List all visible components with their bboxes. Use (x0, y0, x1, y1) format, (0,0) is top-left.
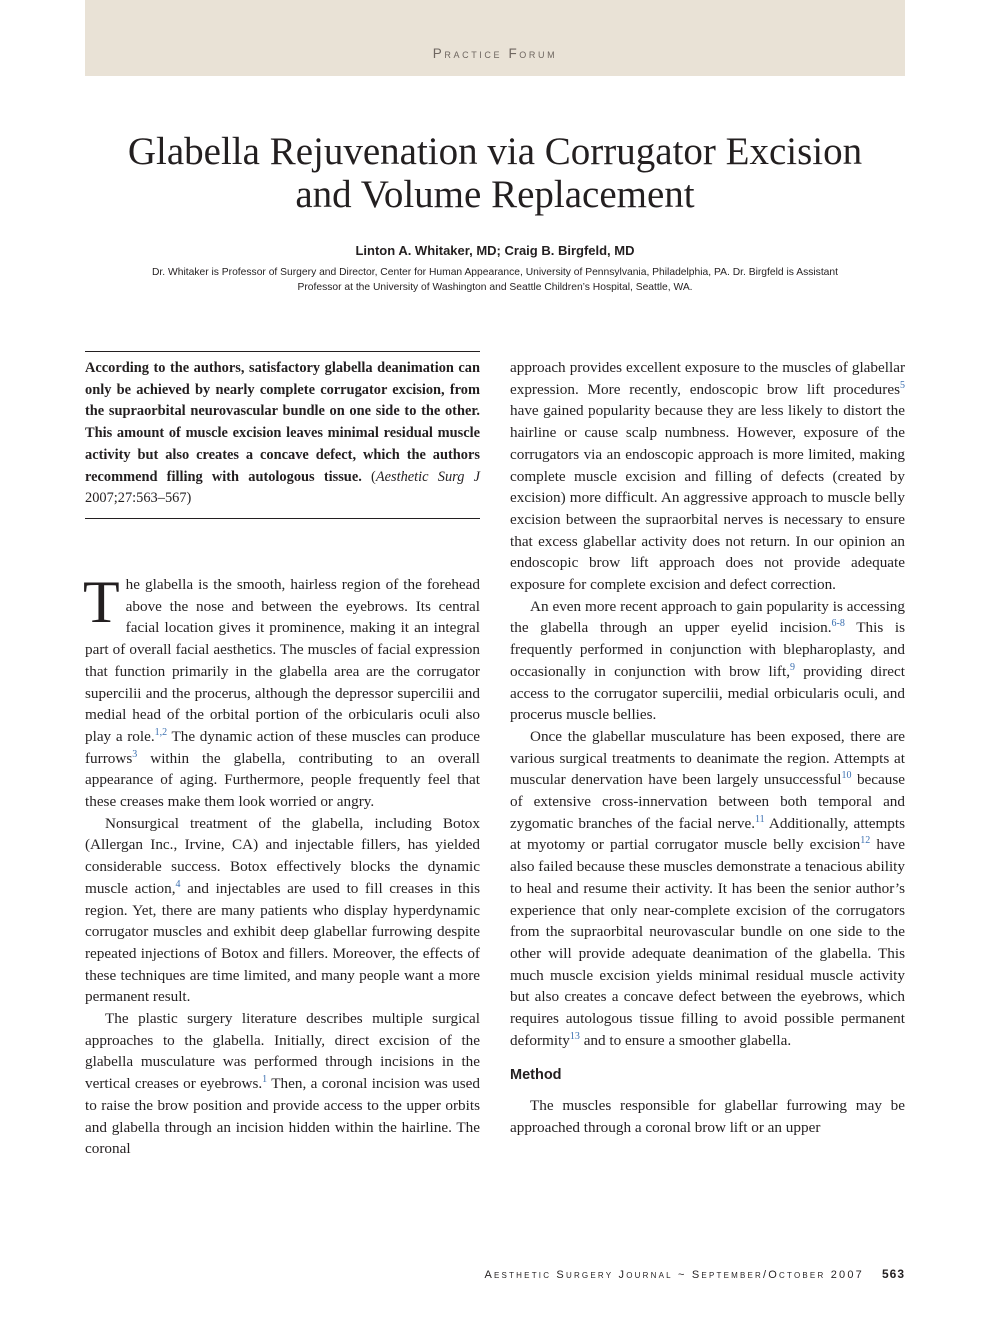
reference-link[interactable]: 6-8 (831, 618, 845, 630)
paragraph-eyelid-approach (510, 596, 905, 726)
affiliation-line-2: Professor at the University of Washington and Seattle Children’s Hospital, Seattle, WA. (297, 282, 693, 293)
paragraph-text: approach provides excellent exposure to the muscles of glabellar expression. More recently, endoscopic brow lift procedures (510, 359, 905, 398)
reference-link[interactable]: 1,2 (154, 726, 168, 738)
reference-link[interactable]: 9 (790, 661, 796, 673)
paragraph-text: The plastic surgery literature describes multiple surgical approaches to the glabella. Initially, direct excision of the glabella musculature was performed through incisions in the vertical creases or eyebrows. (85, 1010, 480, 1093)
paragraph-intro (83, 569, 480, 813)
reference-link[interactable]: 3 (132, 748, 138, 760)
paragraph-text: An even more recent approach to gain popularity is accessing the glabella through an upper eyelid incision. (510, 597, 905, 637)
abstract-text: According to the authors, satisfactory glabella deanimation can only be achieved by nearly complete corrugator excision, from the supraorbital neurovascular bundle on one side to the other. This amount of muscle excision leaves minimal residual muscle activity but also creates a concave defect, which the authors recommend filling with autologous tissue. (85, 360, 480, 485)
paragraph-text: This is frequently performed in conjunction with blepharoplasty, and occasionally in conjunction with brow lift, (510, 619, 906, 680)
section-label: Practice Forum (432, 46, 558, 61)
reference-link[interactable]: 5 (900, 379, 905, 391)
title-line-1: Glabella Rejuvenation via Corrugator Excision (127, 130, 863, 173)
reference-link[interactable]: 12 (860, 835, 871, 847)
right-column (510, 357, 905, 1139)
reference-link[interactable]: 13 (569, 1030, 580, 1042)
section-banner (85, 0, 905, 76)
reference-link[interactable]: 11 (755, 813, 765, 825)
citation-journal: Aesthetic Surg J (375, 468, 480, 485)
citation-open: ( (361, 468, 376, 485)
paragraph-text: because of extensive cross-innervation between both temporal and zygomatic branches of the facial nerve. (510, 771, 906, 832)
paragraph-text: he glabella is the smooth, hairless region of the forehead above the nose and between the eyebrows. Its central facial location gives it prominence, making it an integral part of overall facial aesthetics. The muscles of facial expression that function primarily in the glabella area are the corrugator supercilii and the procerus, although the depressor supercilii and medial head of the orbital portion of the orbicularis oculi also play a role. (85, 576, 480, 745)
article-title (85, 130, 905, 216)
paragraph-text: Nonsurgical treatment of the glabella, including Botox (Allergan Inc., Irvine, CA) and injectable fillers, has yielded considerable success. Botox effectively blocks the dynamic muscle action, (85, 814, 480, 897)
title-line-2: and Volume Replacement (295, 173, 695, 216)
paragraph-nonsurgical (85, 813, 480, 1008)
abstract (85, 351, 480, 519)
reference-link[interactable]: 1 (262, 1074, 268, 1086)
left-column (83, 569, 481, 1160)
reference-link[interactable]: 4 (175, 878, 181, 890)
drop-cap: T (83, 569, 120, 635)
paragraph-method (510, 1095, 905, 1138)
reference-link[interactable]: 10 (841, 770, 852, 782)
paragraph-text: The dynamic action of these muscles can produce furrows (85, 727, 480, 767)
paragraph-text: and injectables are used to fill creases in this region. Yet, there are many patients who display hyperdynamic corrugator muscles and exhibit deep glabellar furrowing despite repeated injections of Botox and fillers. Moreover, the effects of these techniques are time limited, and many people want a more permanent result. (85, 879, 480, 1006)
page-footer (484, 1267, 905, 1281)
affiliation-line-1: Dr. Whitaker is Professor of Surgery and Director, Center for Human Appearance, University of Pennsylvania, Philadelphia, PA. Dr. Birgfeld is Assistant (151, 267, 838, 278)
paragraph-text: have gained popularity because they are less likely to distort the hairline or cause scalp numbness. However, exposure of the corrugators via an endoscopic approach is more limited, making complete muscle excision and filling of defects (created by excision) more difficult. An aggressive approach to muscle belly excision between the supraorbital nerves is necessary to ensure that excess glabellar activity does not return. In our opinion an endoscopic brow lift approach does not provide adequate exposure for complete excision and defect correction. (510, 402, 905, 594)
citation-details: 2007;27:563–567) (85, 490, 192, 507)
footer-journal: Aesthetic Surgery Journal ~ September/October 2007 (484, 1269, 864, 1281)
paragraph-surgical-approaches (85, 1008, 480, 1160)
paragraph-coronal-approach (510, 357, 905, 596)
page-number: 563 (881, 1267, 905, 1281)
paragraph-text: Additionally, attempts at myotomy or partial corrugator muscle belly excision (510, 814, 905, 854)
paragraph-text: and to ensure a smoother glabella. (579, 1031, 792, 1049)
author-affiliation (85, 265, 905, 295)
paragraph-text: have also failed because these muscles demonstrate a tenacious ability to heal and resume their activity. It has been the senior author’s experience that only near-complete excision of the corrugators from the supraorbital neurovascular bundle on one side to the other will provide adequate deanimation of the glabella. This much muscle excision yields minimal residual muscle activity but also creates a concave defect between the eyebrows, which requires autologous tissue filling to avoid possible permanent deformity (510, 836, 906, 1049)
paragraph-text: within the glabella, contributing to an overall appearance of aging. Furthermore, people frequently feel that these creases make them look worried or angry. (85, 749, 480, 811)
paragraph-text: The muscles responsible for glabellar furrowing may be approached through a coronal brow lift or an upper (510, 1097, 905, 1136)
paragraph-treatments (510, 726, 905, 1052)
author-list: Linton A. Whitaker, MD; Craig B. Birgfeld, MD (355, 243, 635, 258)
paragraph-text: Once the glabellar musculature has been exposed, there are various surgical treatments to deanimate the region. Attempts at muscular denervation have been largely unsuccessful (510, 727, 905, 789)
method-heading: Method (510, 1066, 562, 1083)
paragraph-text: providing direct access to the corrugator supercilii, medial orbicularis oculi, and procerus muscle bellies. (510, 662, 905, 724)
paragraph-text: Then, a coronal incision was used to raise the brow position and provide access to the upper orbits and glabella through an incision hidden within the hairline. The coronal (85, 1075, 481, 1158)
